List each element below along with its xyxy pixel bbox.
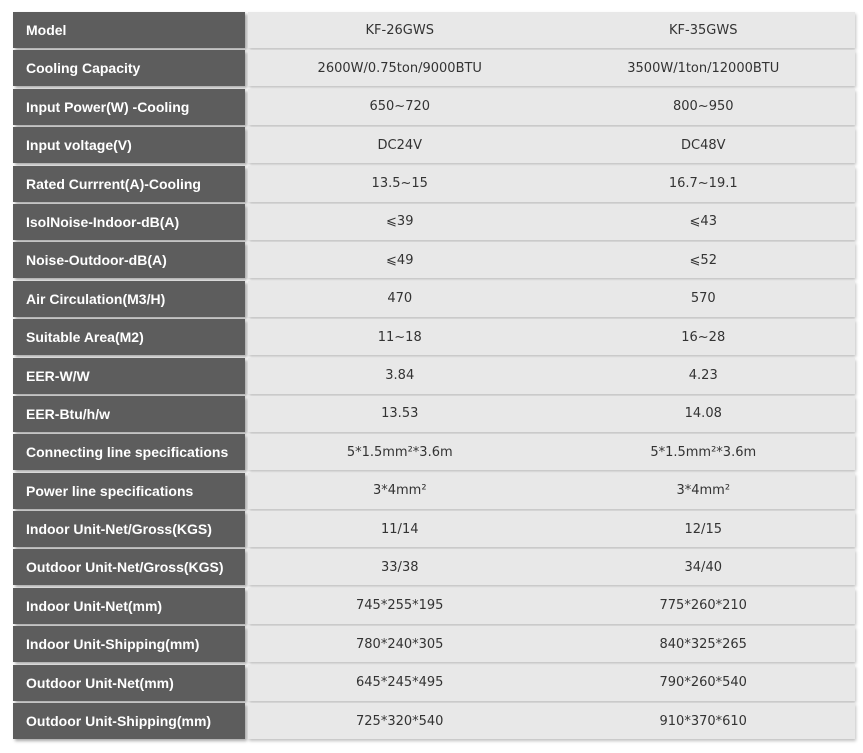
row-label: Suitable Area(M2) bbox=[13, 319, 245, 355]
value-kf35: 3*4mm² bbox=[676, 483, 731, 499]
row-label: Indoor Unit-Net(mm) bbox=[13, 588, 245, 624]
row-label: IsolNoise-Indoor-dB(A) bbox=[13, 204, 245, 240]
table-row bbox=[13, 626, 855, 662]
row-label: Air Circulation(M3/H) bbox=[13, 281, 245, 317]
row-label: Cooling Capacity bbox=[13, 50, 245, 86]
table-row bbox=[13, 166, 855, 202]
value-kf26: 725*320*540 bbox=[356, 713, 444, 729]
value-kf26: 11~18 bbox=[377, 329, 422, 345]
value-kf35: 4.23 bbox=[688, 368, 718, 384]
row-label: Indoor Unit-Shipping(mm) bbox=[13, 626, 245, 662]
table-row bbox=[13, 358, 855, 394]
value-kf26: 3.84 bbox=[385, 368, 415, 384]
value-kf26: 470 bbox=[387, 291, 413, 307]
value-kf35: 790*260*540 bbox=[659, 675, 747, 691]
value-kf26: 780*240*305 bbox=[356, 636, 444, 652]
row-label: Noise-Outdoor-dB(A) bbox=[13, 242, 245, 278]
table-row bbox=[13, 204, 855, 240]
value-kf35: 5*1.5mm²*3.6m bbox=[650, 444, 757, 460]
value-kf26: 2600W/0.75ton/9000BTU bbox=[317, 60, 482, 76]
table-row bbox=[13, 319, 855, 355]
value-kf35: 12/15 bbox=[684, 521, 722, 537]
value-kf35: KF-35GWS bbox=[669, 22, 738, 38]
table-row bbox=[13, 127, 855, 163]
value-area bbox=[248, 319, 855, 355]
value-kf35: ⩽52 bbox=[689, 252, 717, 268]
value-area bbox=[248, 127, 855, 163]
table-row bbox=[13, 588, 855, 624]
table-row bbox=[13, 12, 855, 48]
row-label: Outdoor Unit-Net/Gross(KGS) bbox=[13, 549, 245, 585]
value-area bbox=[248, 89, 855, 125]
value-kf26: 33/38 bbox=[381, 559, 419, 575]
value-area bbox=[248, 588, 855, 624]
spec-table bbox=[13, 12, 855, 741]
value-area bbox=[248, 204, 855, 240]
value-kf26: DC24V bbox=[377, 137, 423, 153]
table-row bbox=[13, 434, 855, 470]
value-kf35: 16.7~19.1 bbox=[668, 176, 738, 192]
value-area bbox=[248, 549, 855, 585]
table-row bbox=[13, 703, 855, 739]
value-kf26: 5*1.5mm²*3.6m bbox=[346, 444, 453, 460]
value-kf26: 645*245*495 bbox=[356, 675, 444, 691]
value-kf35: 34/40 bbox=[684, 559, 722, 575]
value-kf26: 11/14 bbox=[381, 521, 419, 537]
table-row bbox=[13, 89, 855, 125]
table-row bbox=[13, 665, 855, 701]
table-row bbox=[13, 396, 855, 432]
value-kf35: 14.08 bbox=[684, 406, 722, 422]
value-area bbox=[248, 511, 855, 547]
value-kf26: 13.5~15 bbox=[371, 176, 428, 192]
row-label: EER-W/W bbox=[13, 358, 245, 394]
value-area bbox=[248, 12, 855, 48]
value-area bbox=[248, 665, 855, 701]
value-kf35: 3500W/1ton/12000BTU bbox=[627, 60, 780, 76]
value-kf35: ⩽43 bbox=[689, 214, 717, 230]
value-kf35: 775*260*210 bbox=[659, 598, 747, 614]
value-area bbox=[248, 166, 855, 202]
value-area bbox=[248, 434, 855, 470]
row-label: Connecting line specifications bbox=[13, 434, 245, 470]
value-kf26: 3*4mm² bbox=[372, 483, 427, 499]
value-kf35: 570 bbox=[690, 291, 716, 307]
value-area bbox=[248, 703, 855, 739]
value-kf35: 910*370*610 bbox=[659, 713, 747, 729]
value-kf35: 840*325*265 bbox=[659, 636, 747, 652]
value-kf26: KF-26GWS bbox=[365, 22, 434, 38]
value-kf35: 16~28 bbox=[681, 329, 726, 345]
table-row bbox=[13, 511, 855, 547]
table-row bbox=[13, 473, 855, 509]
row-label: Outdoor Unit-Net(mm) bbox=[13, 665, 245, 701]
value-area bbox=[248, 358, 855, 394]
value-kf26: ⩽49 bbox=[386, 252, 414, 268]
table-row bbox=[13, 549, 855, 585]
value-area bbox=[248, 242, 855, 278]
value-kf26: 650~720 bbox=[369, 99, 431, 115]
value-area bbox=[248, 281, 855, 317]
value-area bbox=[248, 473, 855, 509]
value-kf26: 13.53 bbox=[381, 406, 419, 422]
value-kf26: ⩽39 bbox=[386, 214, 414, 230]
table-row bbox=[13, 242, 855, 278]
value-kf35: 800~950 bbox=[672, 99, 734, 115]
row-label: Input voltage(V) bbox=[13, 127, 245, 163]
row-label: Input Power(W) -Cooling bbox=[13, 89, 245, 125]
row-label: Power line specifications bbox=[13, 473, 245, 509]
value-area bbox=[248, 626, 855, 662]
table-row bbox=[13, 281, 855, 317]
row-label: Outdoor Unit-Shipping(mm) bbox=[13, 703, 245, 739]
row-label: EER-Btu/h/w bbox=[13, 396, 245, 432]
row-label: Indoor Unit-Net/Gross(KGS) bbox=[13, 511, 245, 547]
table-row bbox=[13, 50, 855, 86]
row-label: Model bbox=[13, 12, 245, 48]
value-kf35: DC48V bbox=[680, 137, 726, 153]
value-area bbox=[248, 50, 855, 86]
value-area bbox=[248, 396, 855, 432]
row-label: Rated Currrent(A)-Cooling bbox=[13, 166, 245, 202]
value-kf26: 745*255*195 bbox=[356, 598, 444, 614]
